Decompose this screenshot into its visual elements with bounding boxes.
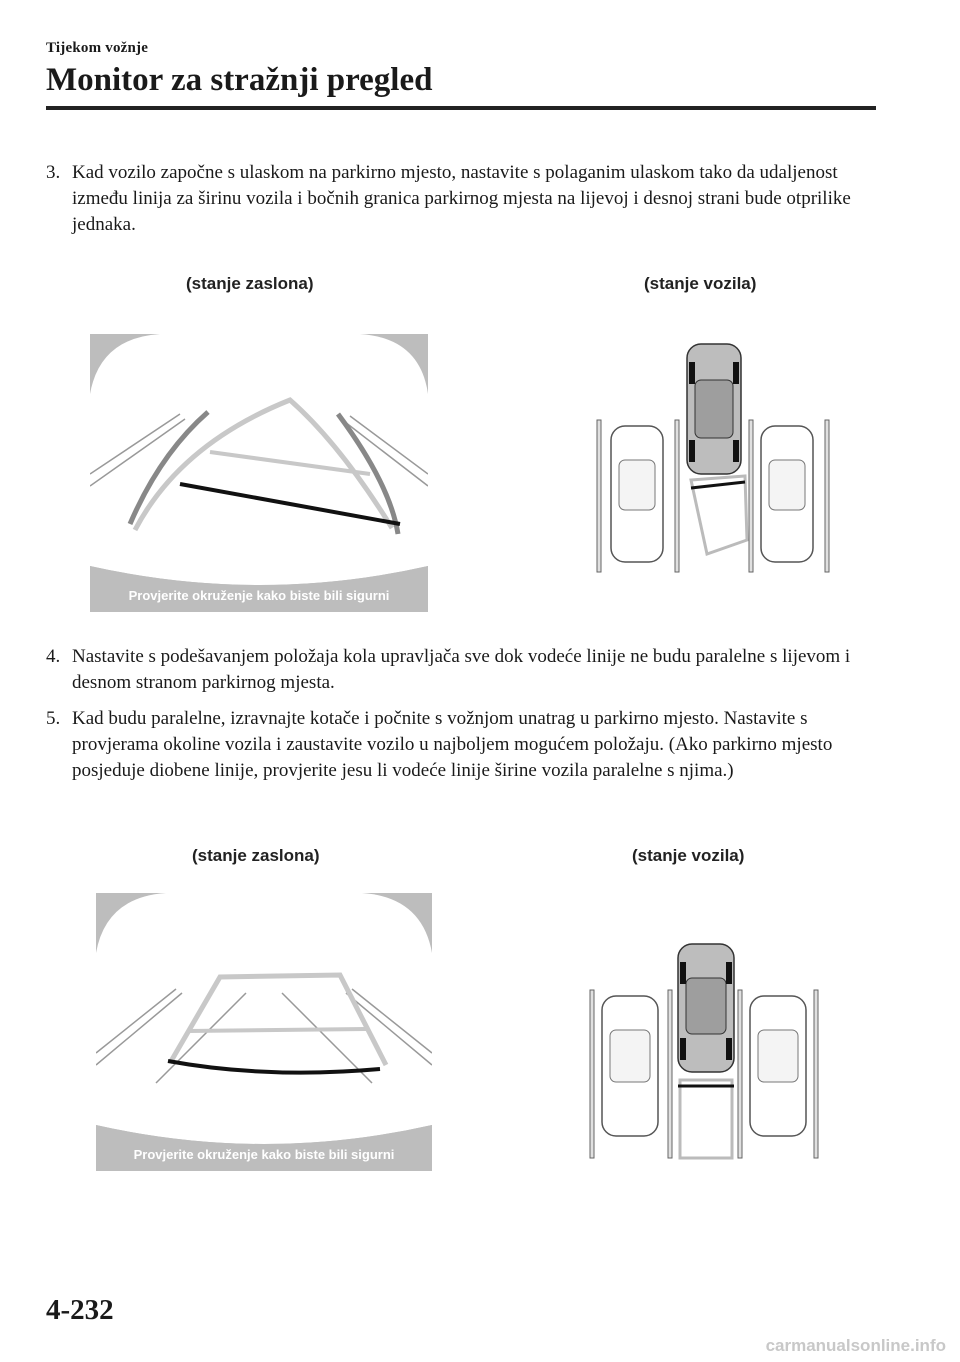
step-text: Kad vozilo započne s ulaskom na parkirno mjesto, nastavite s polaganim ulaskom tako da udaljenost između linija za širinu vozila i bočnih granica parkirnog mjesta na lijevoj i desnoj strani bude otprilike jednaka. [72,162,851,235]
step-text: Kad budu paralelne, izravnajte kotače i počnite s vožnjom unatrag u parkirno mjesto. Nastavite s provjerama okoline vozila i zaustavite vozilo u najboljem mogućem položaju. (Ako parkirno mjesto posjeduje diobene linije, provjerite jesu li vodeće linije širine vozila paralelne s njima.) [72,708,833,781]
step-3 [46,160,876,238]
step-number: 5. [46,708,61,729]
watermark: carmanualsonline.info [765,1336,946,1355]
camera-screen-figure [90,334,428,612]
screen-notice: Provjerite okruženje kako biste bili sigurni [133,1147,395,1162]
step-text: Nastavite s podešavanjem položaja kola upravljača sve dok vodeće linije ne budu paralelne s lijevom i desnom stranom parkirnog mjesta. [72,646,851,693]
page-title: Monitor za stražnji pregled [46,62,433,98]
step-number: 4. [46,646,61,667]
vehicle-figure [588,940,828,1162]
screen-caption: (stanje zaslona) [186,274,314,293]
step-number: 3. [46,162,61,183]
screen-notice: Provjerite okruženje kako biste bili sigurni [128,588,390,603]
camera-screen-illustration [96,893,432,1171]
step-5 [46,706,876,784]
section-label: Tijekom vožnje [46,40,149,56]
screen-caption: (stanje zaslona) [192,846,320,865]
vehicle-figure [595,340,835,576]
vehicle-caption: (stanje vozila) [644,274,757,293]
vehicle-caption: (stanje vozila) [632,846,745,865]
page-number: 4-232 [46,1294,114,1326]
parking-vehicle-illustration [595,340,835,576]
camera-screen-illustration [90,334,428,612]
parking-vehicle-illustration [588,940,828,1162]
step-4 [46,644,876,696]
camera-screen-figure [96,893,432,1171]
title-rule [46,106,876,110]
